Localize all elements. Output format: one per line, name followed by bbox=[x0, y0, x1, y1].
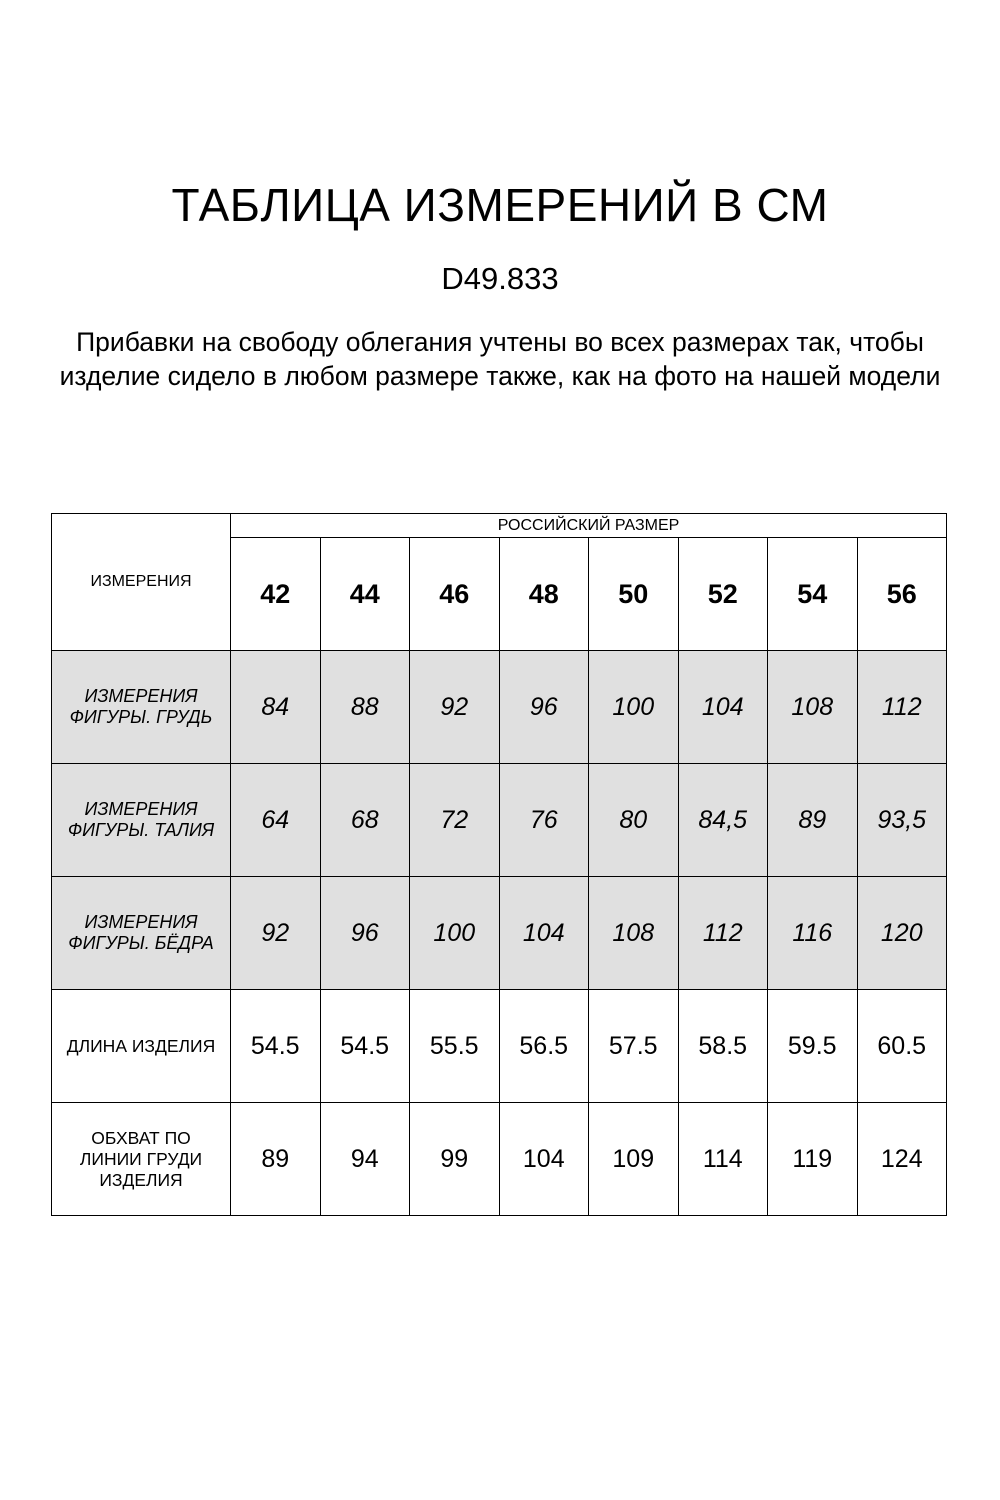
size-header-cell: 44 bbox=[320, 538, 410, 651]
value-cell: 89 bbox=[768, 764, 858, 877]
row-label bbox=[52, 651, 231, 764]
value-cell: 68 bbox=[320, 764, 410, 877]
value-cell: 108 bbox=[768, 651, 858, 764]
table-row bbox=[52, 764, 947, 877]
value-cell: 59.5 bbox=[768, 990, 858, 1103]
value-cell: 94 bbox=[320, 1103, 410, 1216]
value-cell: 80 bbox=[589, 764, 679, 877]
size-header-cell: 46 bbox=[410, 538, 500, 651]
value-cell: 108 bbox=[589, 877, 679, 990]
value-cell: 93,5 bbox=[857, 764, 947, 877]
size-chart-table bbox=[51, 513, 947, 1216]
value-cell: 54.5 bbox=[231, 990, 321, 1103]
row-label-line: ДЛИНА ИЗДЕЛИЯ bbox=[66, 1035, 216, 1056]
corner-label: ИЗМЕРЕНИЯ bbox=[52, 514, 231, 651]
value-cell: 84,5 bbox=[678, 764, 768, 877]
value-cell: 57.5 bbox=[589, 990, 679, 1103]
value-cell: 58.5 bbox=[678, 990, 768, 1103]
value-cell: 112 bbox=[857, 651, 947, 764]
value-cell: 124 bbox=[857, 1103, 947, 1216]
value-cell: 56.5 bbox=[499, 990, 589, 1103]
value-cell: 100 bbox=[589, 651, 679, 764]
row-label-line: ИЗДЕЛИЯ bbox=[99, 1169, 183, 1190]
value-cell: 92 bbox=[410, 651, 500, 764]
value-cell: 114 bbox=[678, 1103, 768, 1216]
row-label bbox=[52, 877, 231, 990]
value-cell: 64 bbox=[231, 764, 321, 877]
row-label-line: ФИГУРЫ. ТАЛИЯ bbox=[67, 820, 215, 840]
value-cell: 92 bbox=[231, 877, 321, 990]
article-code: D49.833 bbox=[441, 261, 559, 296]
row-label bbox=[52, 1103, 231, 1216]
value-cell: 96 bbox=[320, 877, 410, 990]
table-header-row bbox=[52, 514, 947, 538]
row-label-line: ЛИНИИ ГРУДИ bbox=[79, 1148, 203, 1169]
size-header-cell: 56 bbox=[857, 538, 947, 651]
value-cell: 88 bbox=[320, 651, 410, 764]
value-cell: 72 bbox=[410, 764, 500, 877]
value-cell: 104 bbox=[678, 651, 768, 764]
value-cell: 99 bbox=[410, 1103, 500, 1216]
value-cell: 96 bbox=[499, 651, 589, 764]
page-title: ТАБЛИЦА ИЗМЕРЕНИЙ В СМ bbox=[171, 179, 829, 231]
size-header-cell: 54 bbox=[768, 538, 858, 651]
value-cell: 60.5 bbox=[857, 990, 947, 1103]
row-label-line: ФИГУРЫ. ГРУДЬ bbox=[69, 707, 213, 727]
fit-note: Прибавки на свободу облегания учтены во всех размерах так, чтобы изделие сидело в любом размере также, как на фото на нашей модели bbox=[59, 327, 941, 391]
row-label-line: ИЗМЕРЕНИЯ bbox=[84, 686, 198, 706]
size-group-header: РОССИЙСКИЙ РАЗМЕР bbox=[231, 514, 947, 538]
value-cell: 119 bbox=[768, 1103, 858, 1216]
value-cell: 104 bbox=[499, 1103, 589, 1216]
row-label bbox=[52, 990, 231, 1103]
row-label-line: ИЗМЕРЕНИЯ bbox=[84, 912, 198, 932]
row-label-line: ФИГУРЫ. БЁДРА bbox=[68, 933, 214, 953]
value-cell: 104 bbox=[499, 877, 589, 990]
value-cell: 54.5 bbox=[320, 990, 410, 1103]
row-label-line: ИЗМЕРЕНИЯ bbox=[84, 799, 198, 819]
value-cell: 55.5 bbox=[410, 990, 500, 1103]
row-label bbox=[52, 764, 231, 877]
value-cell: 89 bbox=[231, 1103, 321, 1216]
table-row bbox=[52, 651, 947, 764]
value-cell: 109 bbox=[589, 1103, 679, 1216]
size-header-cell: 52 bbox=[678, 538, 768, 651]
value-cell: 100 bbox=[410, 877, 500, 990]
table-row bbox=[52, 1103, 947, 1216]
value-cell: 76 bbox=[499, 764, 589, 877]
size-header-cell: 42 bbox=[231, 538, 321, 651]
table-row bbox=[52, 877, 947, 990]
table-row bbox=[52, 990, 947, 1103]
size-header-cell: 48 bbox=[499, 538, 589, 651]
value-cell: 120 bbox=[857, 877, 947, 990]
size-header-cell: 50 bbox=[589, 538, 679, 651]
row-label-line: ОБХВАТ ПО bbox=[91, 1127, 191, 1148]
value-cell: 116 bbox=[768, 877, 858, 990]
value-cell: 112 bbox=[678, 877, 768, 990]
value-cell: 84 bbox=[231, 651, 321, 764]
